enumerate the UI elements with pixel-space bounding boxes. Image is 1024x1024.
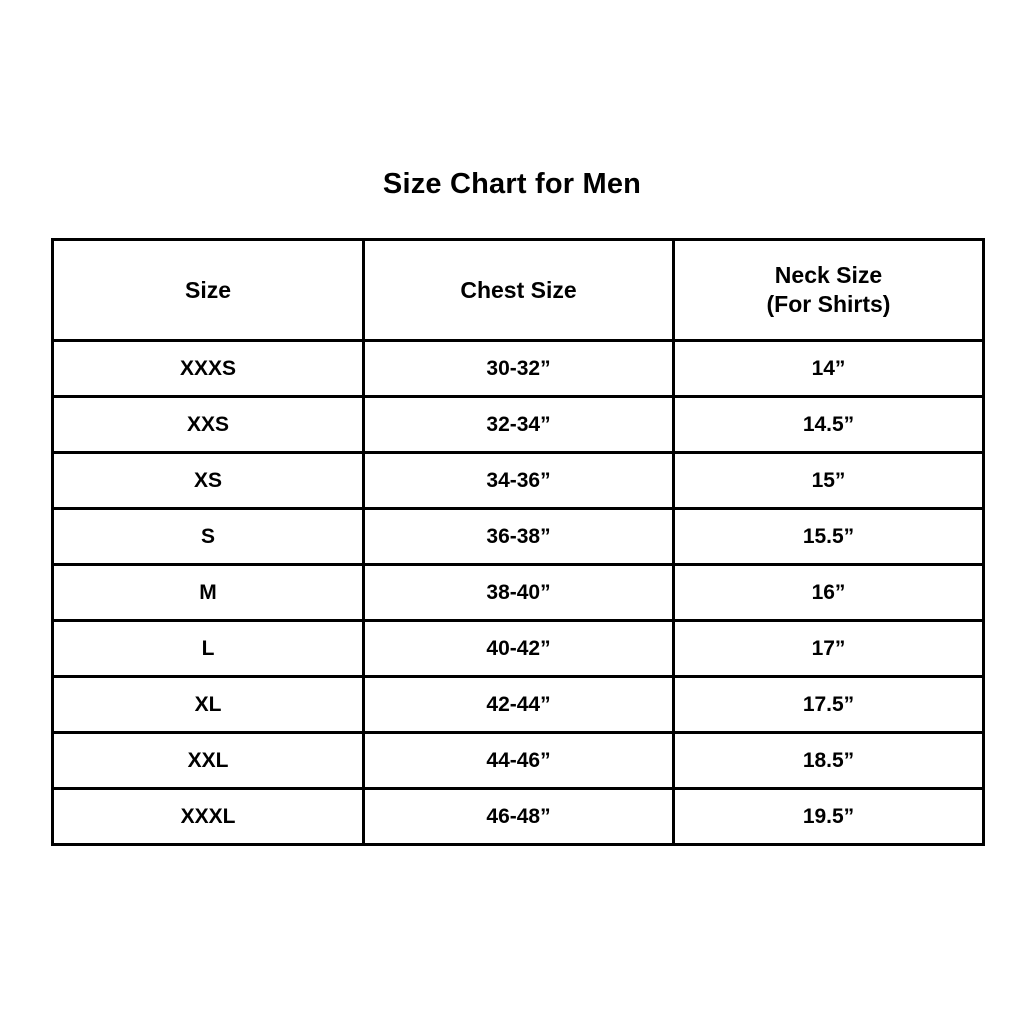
column-header-size-label: Size [184,276,232,303]
cell-chest: 34-36” [364,453,674,509]
table-row [53,509,984,565]
cell-size: XL [53,677,364,733]
size-chart-table [51,238,985,846]
cell-chest: 42-44” [364,677,674,733]
column-header-neck-size-label: Neck Size [774,262,883,289]
table-row [53,565,984,621]
cell-size: XS [53,453,364,509]
table-row [53,453,984,509]
page-title: Size Chart for Men [382,168,642,200]
cell-neck: 14” [674,341,984,397]
cell-chest: 44-46” [364,733,674,789]
table-header [53,240,984,341]
cell-neck: 17.5” [674,677,984,733]
cell-chest: 38-40” [364,565,674,621]
table-row [53,733,984,789]
cell-size: S [53,509,364,565]
cell-chest: 32-34” [364,397,674,453]
table-row [53,621,984,677]
table-row [53,789,984,845]
table-row [53,677,984,733]
cell-size: XXXL [53,789,364,845]
cell-neck: 15” [674,453,984,509]
column-header-chest-size [364,240,674,341]
cell-neck: 14.5” [674,397,984,453]
table-header-row [53,240,984,341]
cell-neck: 17” [674,621,984,677]
cell-neck: 18.5” [674,733,984,789]
cell-size: L [53,621,364,677]
cell-neck: 15.5” [674,509,984,565]
cell-neck: 19.5” [674,789,984,845]
table-row [53,341,984,397]
column-header-size [53,240,364,341]
table-row [53,397,984,453]
cell-neck: 16” [674,565,984,621]
cell-chest: 40-42” [364,621,674,677]
table-body [53,341,984,845]
column-header-chest-size-label: Chest Size [460,276,577,303]
cell-size: XXS [53,397,364,453]
cell-size: M [53,565,364,621]
cell-size: XXL [53,733,364,789]
cell-chest: 46-48” [364,789,674,845]
column-header-neck-size [674,240,984,341]
cell-chest: 30-32” [364,341,674,397]
cell-chest: 36-38” [364,509,674,565]
cell-size: XXXS [53,341,364,397]
column-header-neck-size-sublabel: (For Shirts) [766,291,891,317]
